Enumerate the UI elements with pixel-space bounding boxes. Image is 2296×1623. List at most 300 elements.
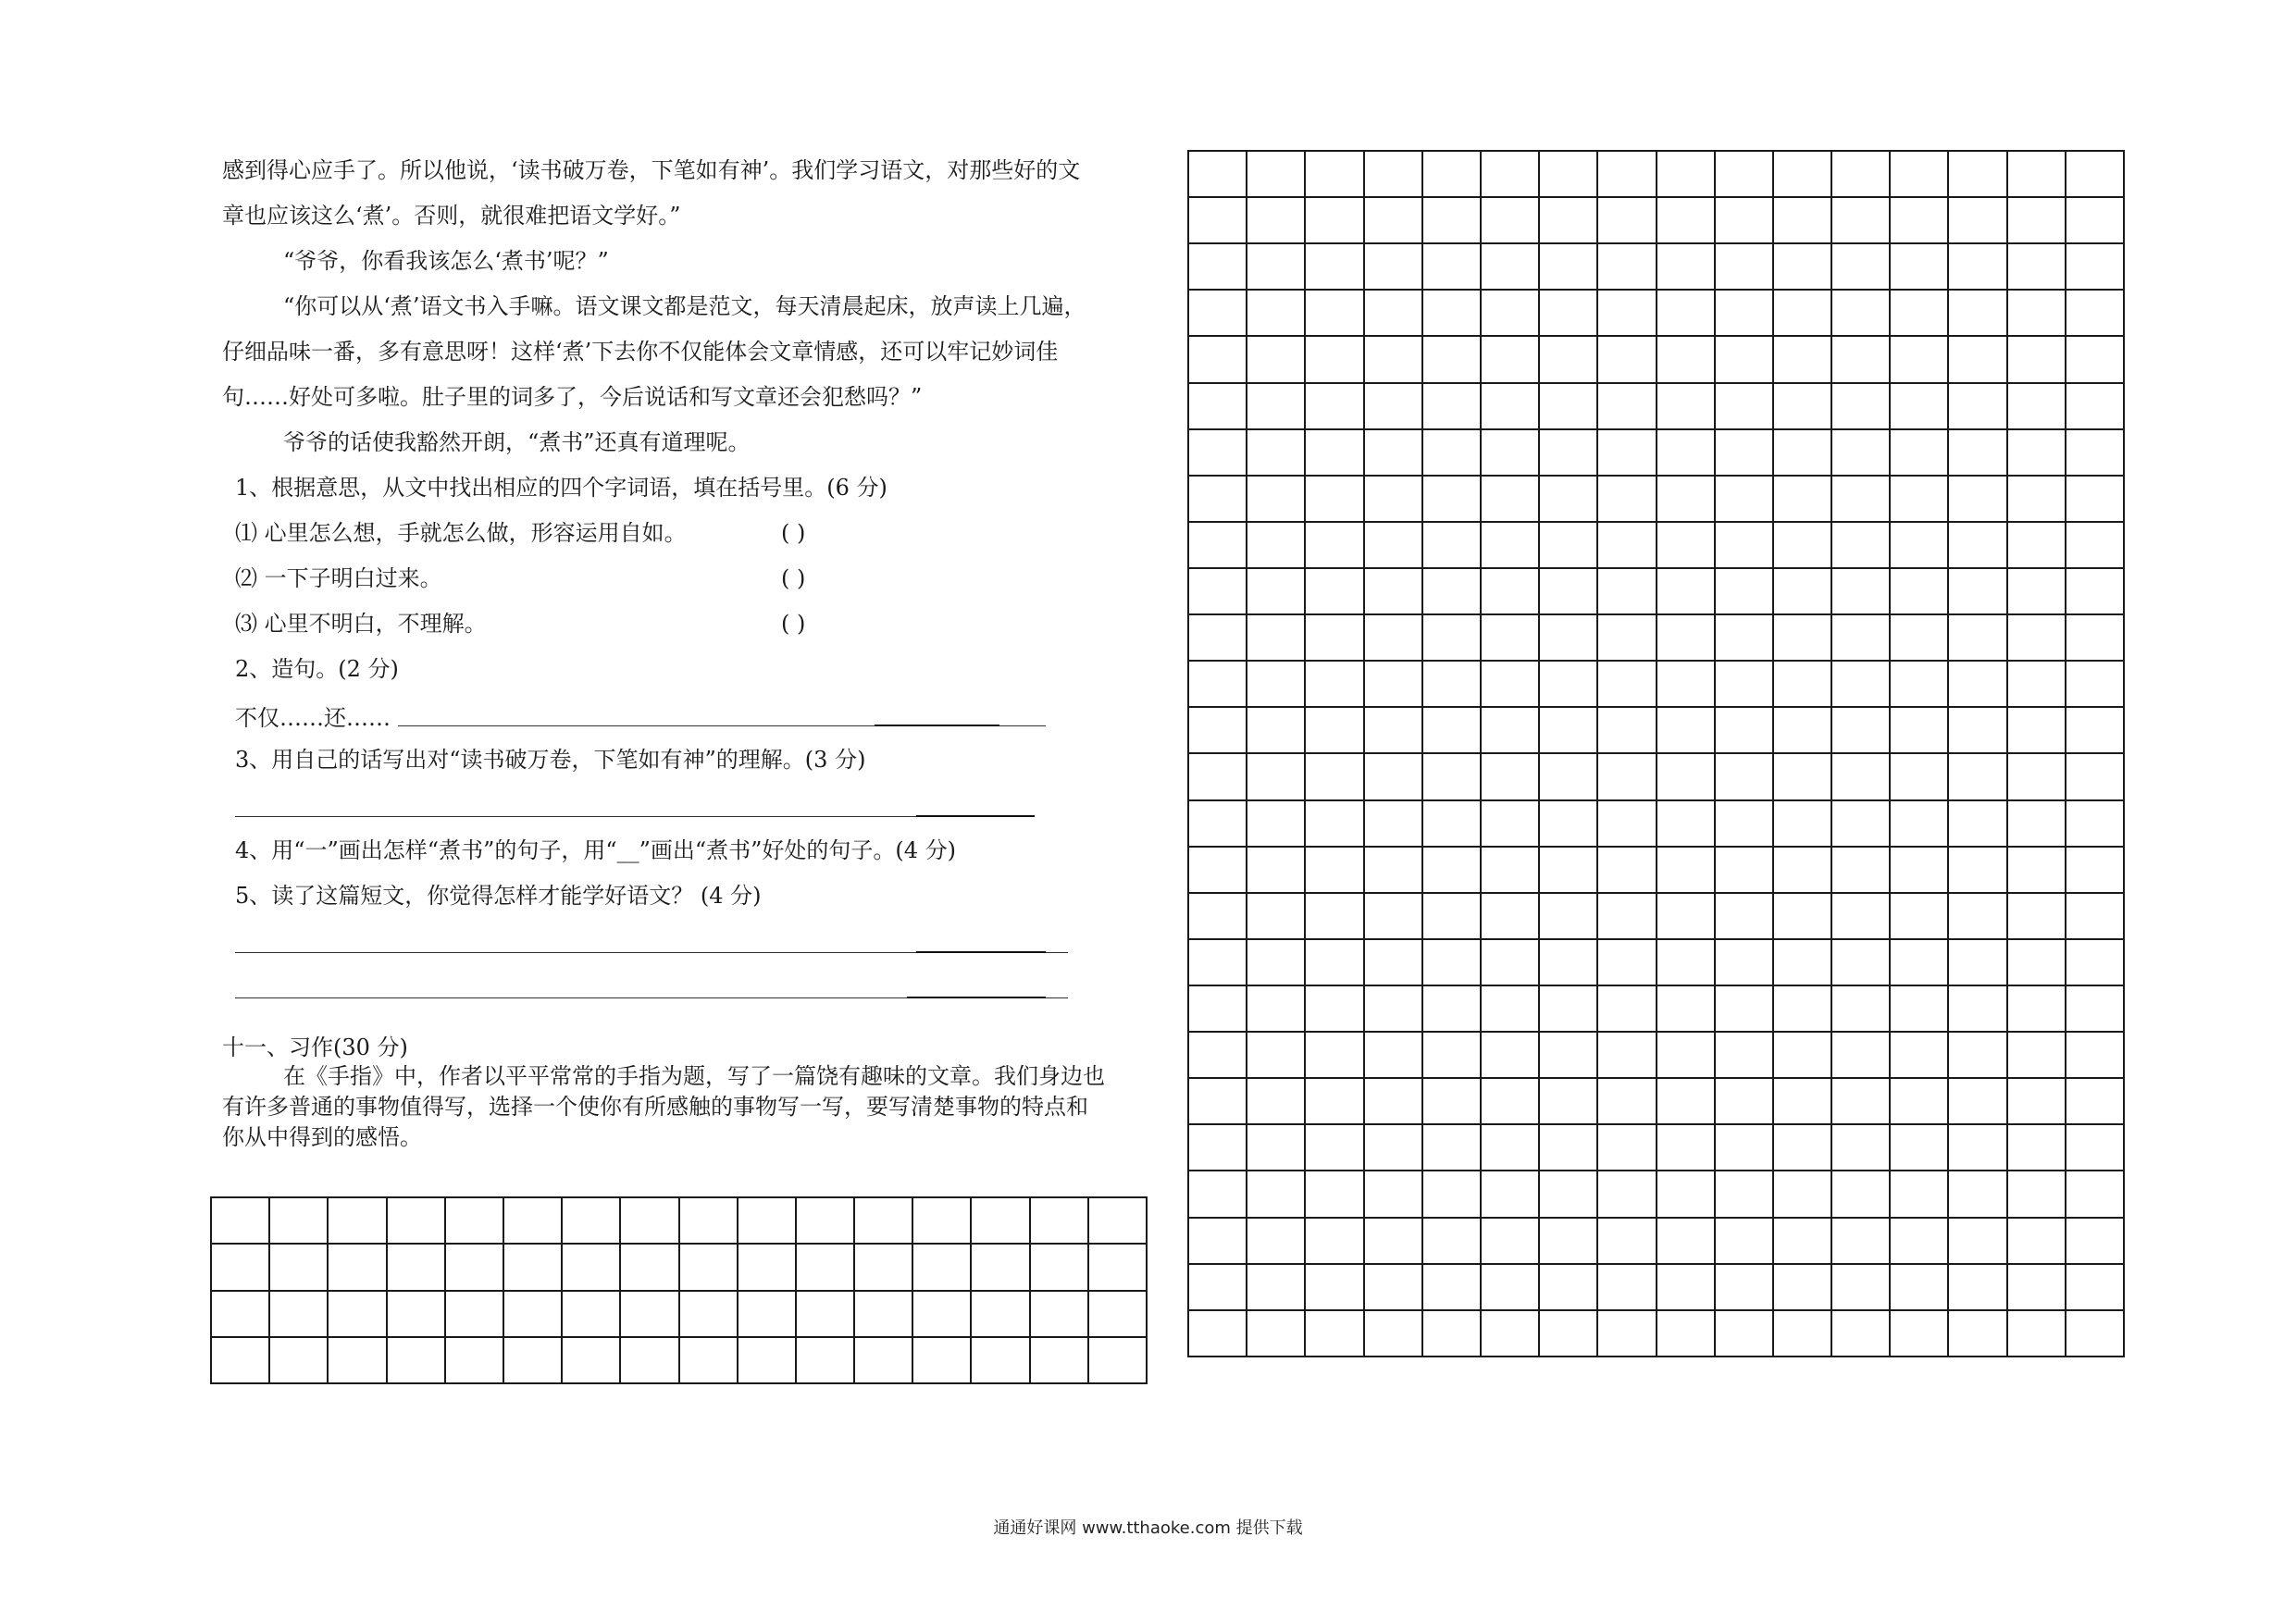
grid-cell[interactable] [620,1291,678,1337]
grid-cell[interactable] [2066,1171,2124,1217]
grid-cell[interactable] [1831,1078,1890,1124]
grid-cell[interactable] [1539,197,1597,243]
grid-cell[interactable] [2007,151,2066,197]
grid-cell[interactable] [1247,1078,1305,1124]
grid-cell[interactable] [2007,707,2066,753]
grid-cell[interactable] [1657,290,1715,336]
grid-cell[interactable] [1188,985,1247,1032]
grid-cell[interactable] [854,1291,912,1337]
grid-cell[interactable] [1247,197,1305,243]
grid-cell[interactable] [1597,429,1656,476]
grid-cell[interactable] [211,1337,269,1383]
grid-cell[interactable] [2007,893,2066,939]
grid-cell[interactable] [679,1291,738,1337]
grid-cell[interactable] [1422,939,1481,985]
grid-cell[interactable] [796,1244,854,1290]
grid-cell[interactable] [1773,243,1831,290]
grid-cell[interactable] [1715,290,1773,336]
grid-cell[interactable] [1539,1124,1597,1171]
grid-cell[interactable] [1657,522,1715,568]
grid-cell[interactable] [738,1337,796,1383]
grid-cell[interactable] [1364,1078,1422,1124]
grid-cell[interactable] [1773,336,1831,382]
grid-cell[interactable] [1364,1032,1422,1078]
grid-cell[interactable] [1247,243,1305,290]
grid-cell[interactable] [1715,614,1773,661]
grid-cell[interactable] [1481,429,1539,476]
grid-cell[interactable] [1247,1310,1305,1357]
grid-cell[interactable] [1831,1310,1890,1357]
grid-cell[interactable] [2007,522,2066,568]
grid-cell[interactable] [1948,1310,2006,1357]
grid-cell[interactable] [1657,614,1715,661]
grid-cell[interactable] [1773,753,1831,799]
grid-cell[interactable] [387,1197,445,1244]
grid-cell[interactable] [1657,1171,1715,1217]
grid-cell[interactable] [1088,1197,1147,1244]
grid-cell[interactable] [1481,939,1539,985]
grid-cell[interactable] [1831,800,1890,847]
grid-cell[interactable] [1481,151,1539,197]
grid-cell[interactable] [1715,847,1773,893]
grid-cell[interactable] [1890,151,1948,197]
grid-cell[interactable] [679,1244,738,1290]
grid-cell[interactable] [562,1291,620,1337]
grid-cell[interactable] [1247,429,1305,476]
grid-cell[interactable] [1364,336,1422,382]
grid-cell[interactable] [1481,1218,1539,1264]
grid-cell[interactable] [1715,1032,1773,1078]
grid-cell[interactable] [1305,753,1363,799]
grid-cell[interactable] [1364,800,1422,847]
grid-cell[interactable] [1364,429,1422,476]
grid-cell[interactable] [1030,1337,1088,1383]
grid-cell[interactable] [1890,893,1948,939]
grid-cell[interactable] [1188,1078,1247,1124]
grid-cell[interactable] [269,1197,328,1244]
grid-cell[interactable] [1422,753,1481,799]
grid-cell[interactable] [2007,1032,2066,1078]
grid-cell[interactable] [1890,522,1948,568]
grid-cell[interactable] [1890,1032,1948,1078]
answer-blank[interactable]: ( ) [781,565,806,591]
grid-cell[interactable] [1422,1032,1481,1078]
grid-cell[interactable] [1773,383,1831,429]
grid-cell[interactable] [1597,985,1656,1032]
grid-cell[interactable] [1422,476,1481,522]
grid-cell[interactable] [1597,336,1656,382]
grid-cell[interactable] [1831,197,1890,243]
grid-cell[interactable] [1773,707,1831,753]
grid-cell[interactable] [2066,707,2124,753]
grid-cell[interactable] [796,1197,854,1244]
grid-cell[interactable] [1481,1310,1539,1357]
grid-cell[interactable] [1597,1078,1656,1124]
grid-cell[interactable] [1597,568,1656,614]
grid-cell[interactable] [1364,753,1422,799]
grid-cell[interactable] [1188,522,1247,568]
grid-cell[interactable] [620,1244,678,1290]
grid-cell[interactable] [1948,985,2006,1032]
grid-cell[interactable] [1539,568,1597,614]
grid-cell[interactable] [2007,753,2066,799]
grid-cell[interactable] [1539,1218,1597,1264]
grid-cell[interactable] [1715,522,1773,568]
grid-cell[interactable] [1247,522,1305,568]
grid-cell[interactable] [1597,707,1656,753]
grid-cell[interactable] [1481,1171,1539,1217]
grid-cell[interactable] [1948,847,2006,893]
grid-cell[interactable] [1948,753,2006,799]
grid-cell[interactable] [445,1244,503,1290]
grid-cell[interactable] [1188,290,1247,336]
grid-cell[interactable] [1305,522,1363,568]
grid-cell[interactable] [1773,568,1831,614]
grid-cell[interactable] [1773,614,1831,661]
grid-cell[interactable] [1188,568,1247,614]
grid-cell[interactable] [1422,429,1481,476]
grid-cell[interactable] [1657,1078,1715,1124]
grid-cell[interactable] [1890,336,1948,382]
grid-cell[interactable] [1657,939,1715,985]
grid-cell[interactable] [2066,1310,2124,1357]
grid-cell[interactable] [1773,522,1831,568]
grid-cell[interactable] [912,1337,971,1383]
grid-cell[interactable] [1773,939,1831,985]
grid-cell[interactable] [971,1337,1029,1383]
grid-cell[interactable] [1948,383,2006,429]
grid-cell[interactable] [620,1197,678,1244]
grid-cell[interactable] [1831,476,1890,522]
grid-cell[interactable] [1481,1124,1539,1171]
grid-cell[interactable] [1597,243,1656,290]
grid-cell[interactable] [445,1337,503,1383]
grid-cell[interactable] [1539,522,1597,568]
grid-cell[interactable] [1657,893,1715,939]
grid-cell[interactable] [2007,800,2066,847]
grid-cell[interactable] [1188,1264,1247,1310]
grid-cell[interactable] [1715,429,1773,476]
grid-cell[interactable] [1948,1078,2006,1124]
grid-cell[interactable] [1890,1310,1948,1357]
grid-cell[interactable] [1364,197,1422,243]
grid-cell[interactable] [1948,151,2006,197]
grid-cell[interactable] [1481,476,1539,522]
writing-grid-left[interactable] [210,1196,1148,1384]
grid-cell[interactable] [1422,661,1481,707]
grid-cell[interactable] [1364,243,1422,290]
grid-cell[interactable] [2066,522,2124,568]
grid-cell[interactable] [2007,1124,2066,1171]
grid-cell[interactable] [2066,661,2124,707]
grid-cell[interactable] [1422,568,1481,614]
grid-cell[interactable] [1539,1264,1597,1310]
grid-cell[interactable] [1305,151,1363,197]
grid-cell[interactable] [1539,847,1597,893]
grid-cell[interactable] [1597,1310,1656,1357]
grid-cell[interactable] [1657,568,1715,614]
grid-cell[interactable] [328,1291,386,1337]
grid-cell[interactable] [1890,383,1948,429]
grid-cell[interactable] [1305,707,1363,753]
grid-cell[interactable] [1597,939,1656,985]
grid-cell[interactable] [1597,1171,1656,1217]
grid-cell[interactable] [1890,1171,1948,1217]
grid-cell[interactable] [269,1337,328,1383]
grid-cell[interactable] [1247,1032,1305,1078]
grid-cell[interactable] [1247,1171,1305,1217]
grid-cell[interactable] [2066,197,2124,243]
grid-cell[interactable] [1948,429,2006,476]
grid-cell[interactable] [1657,707,1715,753]
grid-cell[interactable] [1539,243,1597,290]
grid-cell[interactable] [1305,1032,1363,1078]
grid-cell[interactable] [1597,290,1656,336]
grid-cell[interactable] [1305,197,1363,243]
grid-cell[interactable] [2066,1032,2124,1078]
grid-cell[interactable] [328,1244,386,1290]
grid-cell[interactable] [1715,1264,1773,1310]
grid-cell[interactable] [1948,522,2006,568]
grid-cell[interactable] [1539,753,1597,799]
grid-cell[interactable] [1539,1171,1597,1217]
grid-cell[interactable] [1305,1078,1363,1124]
grid-cell[interactable] [328,1197,386,1244]
grid-cell[interactable] [1773,1032,1831,1078]
grid-cell[interactable] [1247,800,1305,847]
grid-cell[interactable] [1305,476,1363,522]
grid-cell[interactable] [1831,1171,1890,1217]
grid-cell[interactable] [1597,753,1656,799]
grid-cell[interactable] [1948,476,2006,522]
grid-cell[interactable] [1422,383,1481,429]
grid-cell[interactable] [2007,290,2066,336]
grid-cell[interactable] [1831,151,1890,197]
grid-cell[interactable] [1481,847,1539,893]
grid-cell[interactable] [738,1244,796,1290]
grid-cell[interactable] [854,1197,912,1244]
grid-cell[interactable] [738,1197,796,1244]
grid-cell[interactable] [269,1244,328,1290]
grid-cell[interactable] [1481,1032,1539,1078]
grid-cell[interactable] [1715,476,1773,522]
grid-cell[interactable] [1305,383,1363,429]
grid-cell[interactable] [2066,336,2124,382]
grid-cell[interactable] [1773,476,1831,522]
grid-cell[interactable] [1948,1264,2006,1310]
grid-cell[interactable] [1188,197,1247,243]
grid-cell[interactable] [1890,476,1948,522]
grid-cell[interactable] [1831,1218,1890,1264]
grid-cell[interactable] [1948,661,2006,707]
grid-cell[interactable] [1890,707,1948,753]
grid-cell[interactable] [1715,661,1773,707]
grid-cell[interactable] [1305,800,1363,847]
grid-cell[interactable] [1948,568,2006,614]
grid-cell[interactable] [2007,197,2066,243]
grid-cell[interactable] [1481,753,1539,799]
grid-cell[interactable] [1188,1218,1247,1264]
grid-cell[interactable] [1422,847,1481,893]
grid-cell[interactable] [1364,1171,1422,1217]
grid-cell[interactable] [1305,939,1363,985]
grid-cell[interactable] [1481,985,1539,1032]
grid-cell[interactable] [1481,290,1539,336]
grid-cell[interactable] [1188,847,1247,893]
grid-cell[interactable] [2007,985,2066,1032]
grid-cell[interactable] [1247,939,1305,985]
grid-cell[interactable] [2066,1078,2124,1124]
grid-cell[interactable] [1657,985,1715,1032]
grid-cell[interactable] [1422,1078,1481,1124]
grid-cell[interactable] [1247,614,1305,661]
grid-cell[interactable] [1364,893,1422,939]
grid-cell[interactable] [1890,1218,1948,1264]
grid-cell[interactable] [1305,661,1363,707]
grid-cell[interactable] [1890,661,1948,707]
grid-cell[interactable] [1247,661,1305,707]
grid-cell[interactable] [1305,1218,1363,1264]
grid-cell[interactable] [1481,614,1539,661]
grid-cell[interactable] [1657,243,1715,290]
grid-cell[interactable] [1539,1310,1597,1357]
grid-cell[interactable] [1715,1310,1773,1357]
grid-cell[interactable] [1188,476,1247,522]
grid-cell[interactable] [1422,1264,1481,1310]
grid-cell[interactable] [1831,336,1890,382]
grid-cell[interactable] [1539,661,1597,707]
grid-cell[interactable] [1247,568,1305,614]
grid-cell[interactable] [1597,661,1656,707]
grid-cell[interactable] [1890,985,1948,1032]
grid-cell[interactable] [1539,800,1597,847]
grid-cell[interactable] [1088,1337,1147,1383]
grid-cell[interactable] [1481,661,1539,707]
grid-cell[interactable] [2066,290,2124,336]
grid-cell[interactable] [1422,1310,1481,1357]
grid-cell[interactable] [211,1244,269,1290]
grid-cell[interactable] [1715,893,1773,939]
grid-cell[interactable] [1657,336,1715,382]
grid-cell[interactable] [796,1337,854,1383]
grid-cell[interactable] [854,1337,912,1383]
grid-cell[interactable] [1773,151,1831,197]
grid-cell[interactable] [620,1337,678,1383]
grid-cell[interactable] [1030,1197,1088,1244]
grid-cell[interactable] [2007,429,2066,476]
answer-line[interactable] [235,816,1003,817]
grid-cell[interactable] [1088,1244,1147,1290]
grid-cell[interactable] [2066,753,2124,799]
grid-cell[interactable] [1305,614,1363,661]
grid-cell[interactable] [1597,383,1656,429]
grid-cell[interactable] [1422,197,1481,243]
grid-cell[interactable] [1364,568,1422,614]
grid-cell[interactable] [1247,707,1305,753]
grid-cell[interactable] [1831,243,1890,290]
grid-cell[interactable] [1948,893,2006,939]
grid-cell[interactable] [2007,939,2066,985]
grid-cell[interactable] [2066,847,2124,893]
grid-cell[interactable] [1422,522,1481,568]
grid-cell[interactable] [2007,336,2066,382]
grid-cell[interactable] [1539,429,1597,476]
grid-cell[interactable] [1188,336,1247,382]
grid-cell[interactable] [1188,383,1247,429]
grid-cell[interactable] [503,1337,562,1383]
grid-cell[interactable] [1597,1264,1656,1310]
grid-cell[interactable] [738,1291,796,1337]
grid-cell[interactable] [1364,290,1422,336]
grid-cell[interactable] [1831,429,1890,476]
grid-cell[interactable] [1188,1310,1247,1357]
grid-cell[interactable] [1831,1264,1890,1310]
grid-cell[interactable] [1305,568,1363,614]
grid-cell[interactable] [1773,1310,1831,1357]
grid-cell[interactable] [1364,1310,1422,1357]
grid-cell[interactable] [1773,985,1831,1032]
grid-cell[interactable] [387,1244,445,1290]
grid-cell[interactable] [1773,1171,1831,1217]
grid-cell[interactable] [912,1291,971,1337]
grid-cell[interactable] [2007,1218,2066,1264]
grid-cell[interactable] [1715,1218,1773,1264]
grid-cell[interactable] [2007,661,2066,707]
grid-cell[interactable] [1657,476,1715,522]
grid-cell[interactable] [1364,847,1422,893]
grid-cell[interactable] [2066,429,2124,476]
grid-cell[interactable] [1890,847,1948,893]
grid-cell[interactable] [1657,1310,1715,1357]
grid-cell[interactable] [1773,197,1831,243]
grid-cell[interactable] [1481,1078,1539,1124]
grid-cell[interactable] [1364,614,1422,661]
grid-cell[interactable] [1305,336,1363,382]
grid-cell[interactable] [1597,1124,1656,1171]
grid-cell[interactable] [1773,1264,1831,1310]
grid-cell[interactable] [1657,429,1715,476]
grid-cell[interactable] [387,1291,445,1337]
grid-cell[interactable] [2007,1171,2066,1217]
grid-cell[interactable] [1364,939,1422,985]
grid-cell[interactable] [1948,1218,2006,1264]
grid-cell[interactable] [1305,847,1363,893]
grid-cell[interactable] [1481,243,1539,290]
grid-cell[interactable] [1597,476,1656,522]
grid-cell[interactable] [1030,1244,1088,1290]
grid-cell[interactable] [1364,1124,1422,1171]
grid-cell[interactable] [1481,893,1539,939]
writing-grid-right[interactable] [1187,150,2125,1357]
grid-cell[interactable] [1305,1310,1363,1357]
grid-cell[interactable] [1247,290,1305,336]
grid-cell[interactable] [1890,568,1948,614]
grid-cell[interactable] [328,1337,386,1383]
grid-cell[interactable] [1247,1218,1305,1264]
grid-cell[interactable] [1597,614,1656,661]
grid-cell[interactable] [1364,476,1422,522]
grid-cell[interactable] [1422,151,1481,197]
grid-cell[interactable] [1305,290,1363,336]
grid-cell[interactable] [1305,429,1363,476]
grid-cell[interactable] [2007,476,2066,522]
grid-cell[interactable] [1597,893,1656,939]
grid-cell[interactable] [1188,243,1247,290]
grid-cell[interactable] [1305,985,1363,1032]
grid-cell[interactable] [1597,1218,1656,1264]
grid-cell[interactable] [2066,1124,2124,1171]
grid-cell[interactable] [1481,522,1539,568]
